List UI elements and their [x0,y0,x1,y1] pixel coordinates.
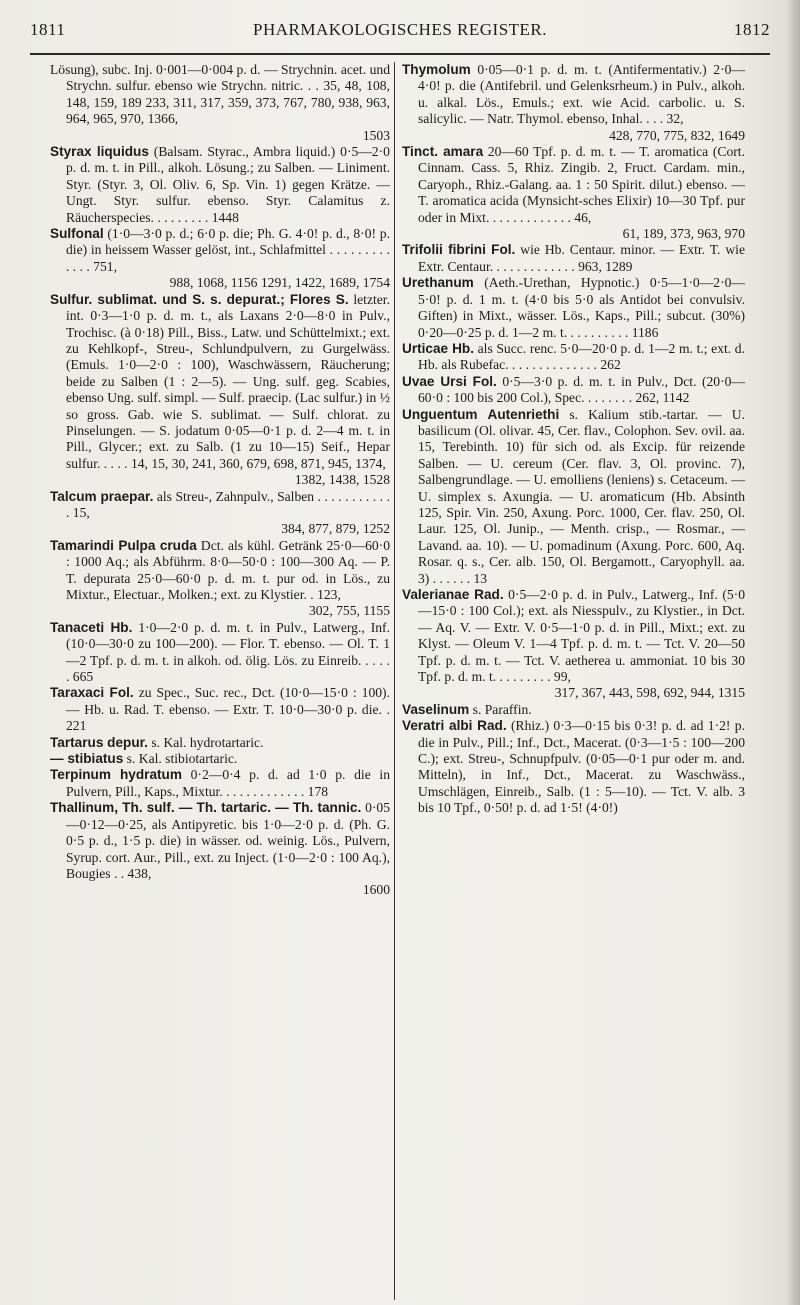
entry-body [402,587,745,685]
entry-body [402,242,745,275]
right-column [402,62,745,817]
entry-text: s. Kal. stibiotartaric. [126,751,238,767]
entry-body [50,489,390,522]
entry-headword: Valerianae Rad. [402,587,504,602]
entry-headword: Tamarindi Pulpa cruda [50,537,197,553]
index-entry [50,735,390,751]
entry-page-refs: 1503 [362,127,390,143]
index-entry [50,226,390,292]
entry-text: als Succ. renc. 5·0—20·0 p. d. 1—2 m. t.; ext. d. Hb. als Rubefac. . . . . . . . . . . . . . 262 [418,340,745,373]
index-entry [402,374,745,407]
index-entry [50,620,390,686]
index-entry [50,751,390,767]
entry-headword: Styrax liquidus [50,144,149,160]
entry-body [50,767,390,800]
entry-headword: Thymolum [402,62,471,77]
page-header [30,14,770,40]
index-entry [402,275,745,341]
entry-page-refs: 317, 367, 443, 598, 692, 944, 1315 [554,685,745,701]
entry-page-refs: 302, 755, 1155 [308,603,390,619]
entry-body [50,226,390,275]
entry-headword: Tinct. amara [402,144,484,160]
left-column [50,62,390,899]
entry-headword: Taraxaci Fol. [50,685,134,701]
header-rule [30,53,770,55]
entry-text: als Streu-, Zahnpulv., Salben . . . . . . . . . . . . 15, [66,488,390,520]
entry-body [402,407,745,587]
entry-headword: Thallinum, Th. sulf. — Th. tartaric. — Th. tannic. [50,800,362,816]
entry-body [50,538,390,604]
entry-text: s. Kalium stib.-tartar. — U. basilicum (Ol. olivar. 45, Cer. flav., Colophon. Sev. ovil. aa. 15, Terebinth. 10) für sich od. als Excip. für reizende Salben. — U. cereum (Cer. flav. 3, Ol. provinc. 7), Salbengrundlage. — U. emolliens (leniens) s. Cetaceum. — U. simplex s. Axungia. — U. aromaticum (Hb. Absinth 125, Spir. Vin. 250, Axung. Porc. 1000, Cer. flav. 250, Ol. Laur. 125, Ol. Junip., — Menth. crisp., — Rosmar., — Lavand. aa. 10). — U. pomadinum (Axung. Porc. 600, Aq. Rosar. q. s., Cer. alb. 150, Ol. Bergamott., Caryophyll. aa. 3) . . . . . . 13 [418,406,745,586]
entry-page-refs: 988, 1068, 1156 1291, 1422, 1689, 1754 [169,275,390,291]
page-number-right: 1812 [734,20,770,39]
running-title: PHARMAKOLOGISCHES REGISTER. [252,20,548,39]
index-entry [402,242,745,275]
entry-headword: Tanaceti Hb. [50,619,133,635]
entry-headword: Sulfonal [50,226,104,242]
entry-headword: Veratri albi Rad. [402,718,507,734]
entry-body [402,144,745,226]
entry-page-refs: 384, 877, 879, 1252 [281,521,390,537]
entry-text: Lösung), subc. Inj. 0·001—0·004 p. d. — Strychnin. acet. und Strychn. sulfur. ebenso wie Strychn. nitric. . . 35, 48, 108, 148, 159, 189 233, 311, 317, 359, 373, 767, 780, 938, 963, 964, 965, 970, 1366, [50,62,390,127]
entry-text: (1·0—3·0 p. d.; 6·0 p. die; Ph. G. 4·0! p. d., 8·0! p. die) in heissem Wasser gelöst, int., Schlafmittel . . . . . . . . . . . . . 751, [66,226,390,274]
entry-body [50,751,390,767]
index-entry [402,62,745,144]
entry-body [402,341,745,374]
column-divider [394,62,395,1300]
page-edge-shadow [786,0,800,1305]
entry-text: letzter. int. 0·3—1·0 p. d. m. t., als Laxans 2·0—8·0 in Pulv., Trochisc. (à 0·18) Pill., Biss., Latw. und Schüttelmixt.; ext. zu Kehlkopf-, Streu-, Schlundpulvern, zu Gurgelwäss. (Emuls. 1·0—2·0 : 100), Waschwässern, Räucherung; beide zu Salben (1 : 2—5). — Ung. sulf. geg. Scabies, ebenso Ung. sulf. simpl. — Sulf. praecip. (Lac sulfur.) in ½ so gross. Gab. wie S. sublimat. — Sulf. chlorat. zu Pinselungen. — S. jodatum 0·05—0·1 p. d. 2—4 m. t. in Pill., Glycer.; ext. zu Salb. (1 zu 10—15) Seif., Hepar sulfur. . . . . 14, 15, 30, 241, 360, 679, 698, 871, 945, 1374, [66,291,390,471]
index-entry [50,538,390,620]
index-entry [402,718,745,816]
entry-body [50,620,390,686]
index-entry [50,62,390,144]
entry-headword: Talcum praepar. [50,488,154,504]
entry-text: (Aeth.-Urethan, Hypnotic.) 0·5—1·0—2·0—5·0! p. d. 1 m. t. (4·0 bis 5·0 als Antidot bei convulsiv. Giften) in Mixt., wässer. Lös., Kaps., Pill.; subcut. (30%) 0·20—0·25 p. d. 1—2 m. t. . . . . . . . . . 1186 [418,275,746,340]
entry-text: zu Spec., Suc. rec., Dct. (10·0—15·0 : 100). — Hb. u. Rad. T. ebenso. — Extr. T. 10·0—30·0 p. die. . 221 [66,685,390,734]
entry-text: 0·05—0·12—0·25, als Antipyretic. bis 1·0—2·0 p. d. (Ph. G. 0·5 p. d., 1·5 p. die) in wässer. od. weinig. Lös., Pulvern, Syrup. cort. Aur., Pill., ext. zu Inject. (1·0—2·0 : 100 Aq.), Bougies . . 438, [66,800,390,881]
entry-body [50,292,390,472]
index-entry [402,702,745,718]
entry-text: 0·05—0·1 p. d. m. t. (Antifermentativ.) 2·0—4·0! p. die (Antifebril. und Gelenksrheum.) in Pulv., alkoh. u. alkal. Lös., Emuls.; ext. wie Acid. carbolic. u. S. salicylic. — Natr. Thymol. ebenso, Inhal. . . . 32, [418,62,745,127]
entry-text: wie Hb. Centaur. minor. — Extr. T. wie Extr. Centaur. . . . . . . . . . . . . 963, 1289 [418,242,745,274]
entry-text: s. Kal. hydrotartaric. [151,734,264,750]
entry-body [402,374,745,407]
index-entry [402,587,745,702]
entry-page-refs: 1382, 1438, 1528 [294,472,390,488]
entry-headword: Urethanum [402,275,474,291]
entry-text: 0·5—3·0 p. d. m. t. in Pulv., Dct. (20·0—60·0 : 100 bis 200 Col.), Spec. . . . . . . . 262, 1142 [418,373,746,406]
entry-headword: Sulfur. sublimat. und S. s. depurat.; Flores S. [50,291,349,307]
entry-headword: Unguentum Autenriethi [402,406,560,422]
entry-headword: Urticae Hb. [402,340,474,356]
entry-text: 0·5—2·0 p. d. in Pulv., Latwerg., Inf. (5·0—15·0 : 100 Col.); ext. als Niesspulv., zu Klystier., in Dct. — Aq. V. — Extr. V. 0·5—1·0 p. d. in Pill., Mixt.; ext. zu Klyst. — Oleum V. 1—4 Tpf. p. d. m. t. — Tct. V. 20—50 Tpf. p. d. m. t. — Tct. V. aetherea u. ammoniat. 10 bis 30 Tpf. p. d. m. t. . . . . . . . . 99, [418,587,746,685]
entry-text: (Balsam. Styrac., Ambra liquid.) 0·5—2·0 p. d. m. t. in Pill., alkoh. Lösung.; zu Salben. — Liniment. Styr. (Styr. 3, Ol. Oliv. 6, Sp. Vin. 1) gegen Krätze. — Ungt. Styr. sulfur. ebenso. Styr. Calamitus z. Räucherspecies. . . . . . . . . 1448 [66,144,390,225]
entry-body [50,735,390,751]
entry-body [50,144,390,226]
index-entry [402,144,745,242]
entry-text: Dct. als kühl. Getränk 25·0—60·0 : 1000 Aq.; als Abführm. 8·0—50·0 : 100—300 Aq. — P. T. depurata 25·0—60·0 p. d. m. t. pur od. in Lös., zu Mixtur., Electuar., Molken.; ext. zu Klystier. . 123, [66,537,391,602]
entry-headword: — stibiatus [50,751,124,767]
entry-text: s. Paraffin. [472,701,532,717]
entry-text: (Rhiz.) 0·3—0·15 bis 0·3! p. d. ad 1·2! p. die in Pulv., Pill.; Inf., Dct., Macerat. (0·3—1·5 : 100—200 C.); ext. Streu-, Schnupfpulv. (0·05—0·1 pur oder m. and. Mitteln), in Inf., Dct., Macerat. zu Waschwäss., Umschlägen, Einreib., Salb. (1 : 5—10). — Tct. V. alb. 3 bis 10 Tpf., 0·50! p. d. ad 1·5! (4·0!) [418,718,745,816]
entry-body [402,702,745,718]
entry-body [50,800,390,882]
index-entry [50,685,390,734]
entry-text: 1·0—2·0 p. d. m. t. in Pulv., Latwerg., Inf. (10·0—30·0 zu 100—200). — Flor. T. ebenso. — Ol. T. 1—2 Tpf. p. d. m. t. in alkoh. od. ölig. Lös. zu Einreib. . . . . . 665 [66,619,390,685]
index-entry [50,767,390,800]
entry-text: 20—60 Tpf. p. d. m. t. — T. aromatica (Cort. Cinnam. Cass. 5, Rhiz. Zingib. 2, Fruct. Cardam. min., Caryoph., Rhiz.-Galang. aa. 1 : 50 Spirit. dilut.) ebenso. — T. aromatica acida (Mynsicht-sches Elixir) 10—30 Tpf. pur oder in Mixt. . . . . . . . . . . . . 46, [418,144,745,225]
entry-page-refs: 61, 189, 373, 963, 970 [622,226,745,242]
entry-body [50,685,390,734]
entry-body [402,275,745,341]
index-entry [50,489,390,538]
page-number-left: 1811 [30,20,66,39]
index-entry [50,800,390,898]
entry-body [402,718,745,816]
index-entry [402,407,745,587]
index-entry [50,144,390,226]
entry-headword: Vaselinum [402,701,470,717]
entry-page-refs: 1600 [362,882,390,898]
index-entry [50,292,390,489]
entry-body [50,62,390,128]
entry-text: 0·2—0·4 p. d. ad 1·0 p. die in Pulvern, Pill., Kaps., Mixtur. . . . . . . . . . . . . 178 [66,767,390,799]
entry-headword: Tartarus depur. [50,734,148,750]
entry-body [402,62,745,128]
entry-headword: Terpinum hydratum [50,767,182,783]
entry-headword: Uvae Ursi Fol. [402,373,497,389]
entry-headword: Trifolii fibrini Fol. [402,242,516,258]
index-entry [402,341,745,374]
entry-page-refs: 428, 770, 775, 832, 1649 [609,127,745,143]
